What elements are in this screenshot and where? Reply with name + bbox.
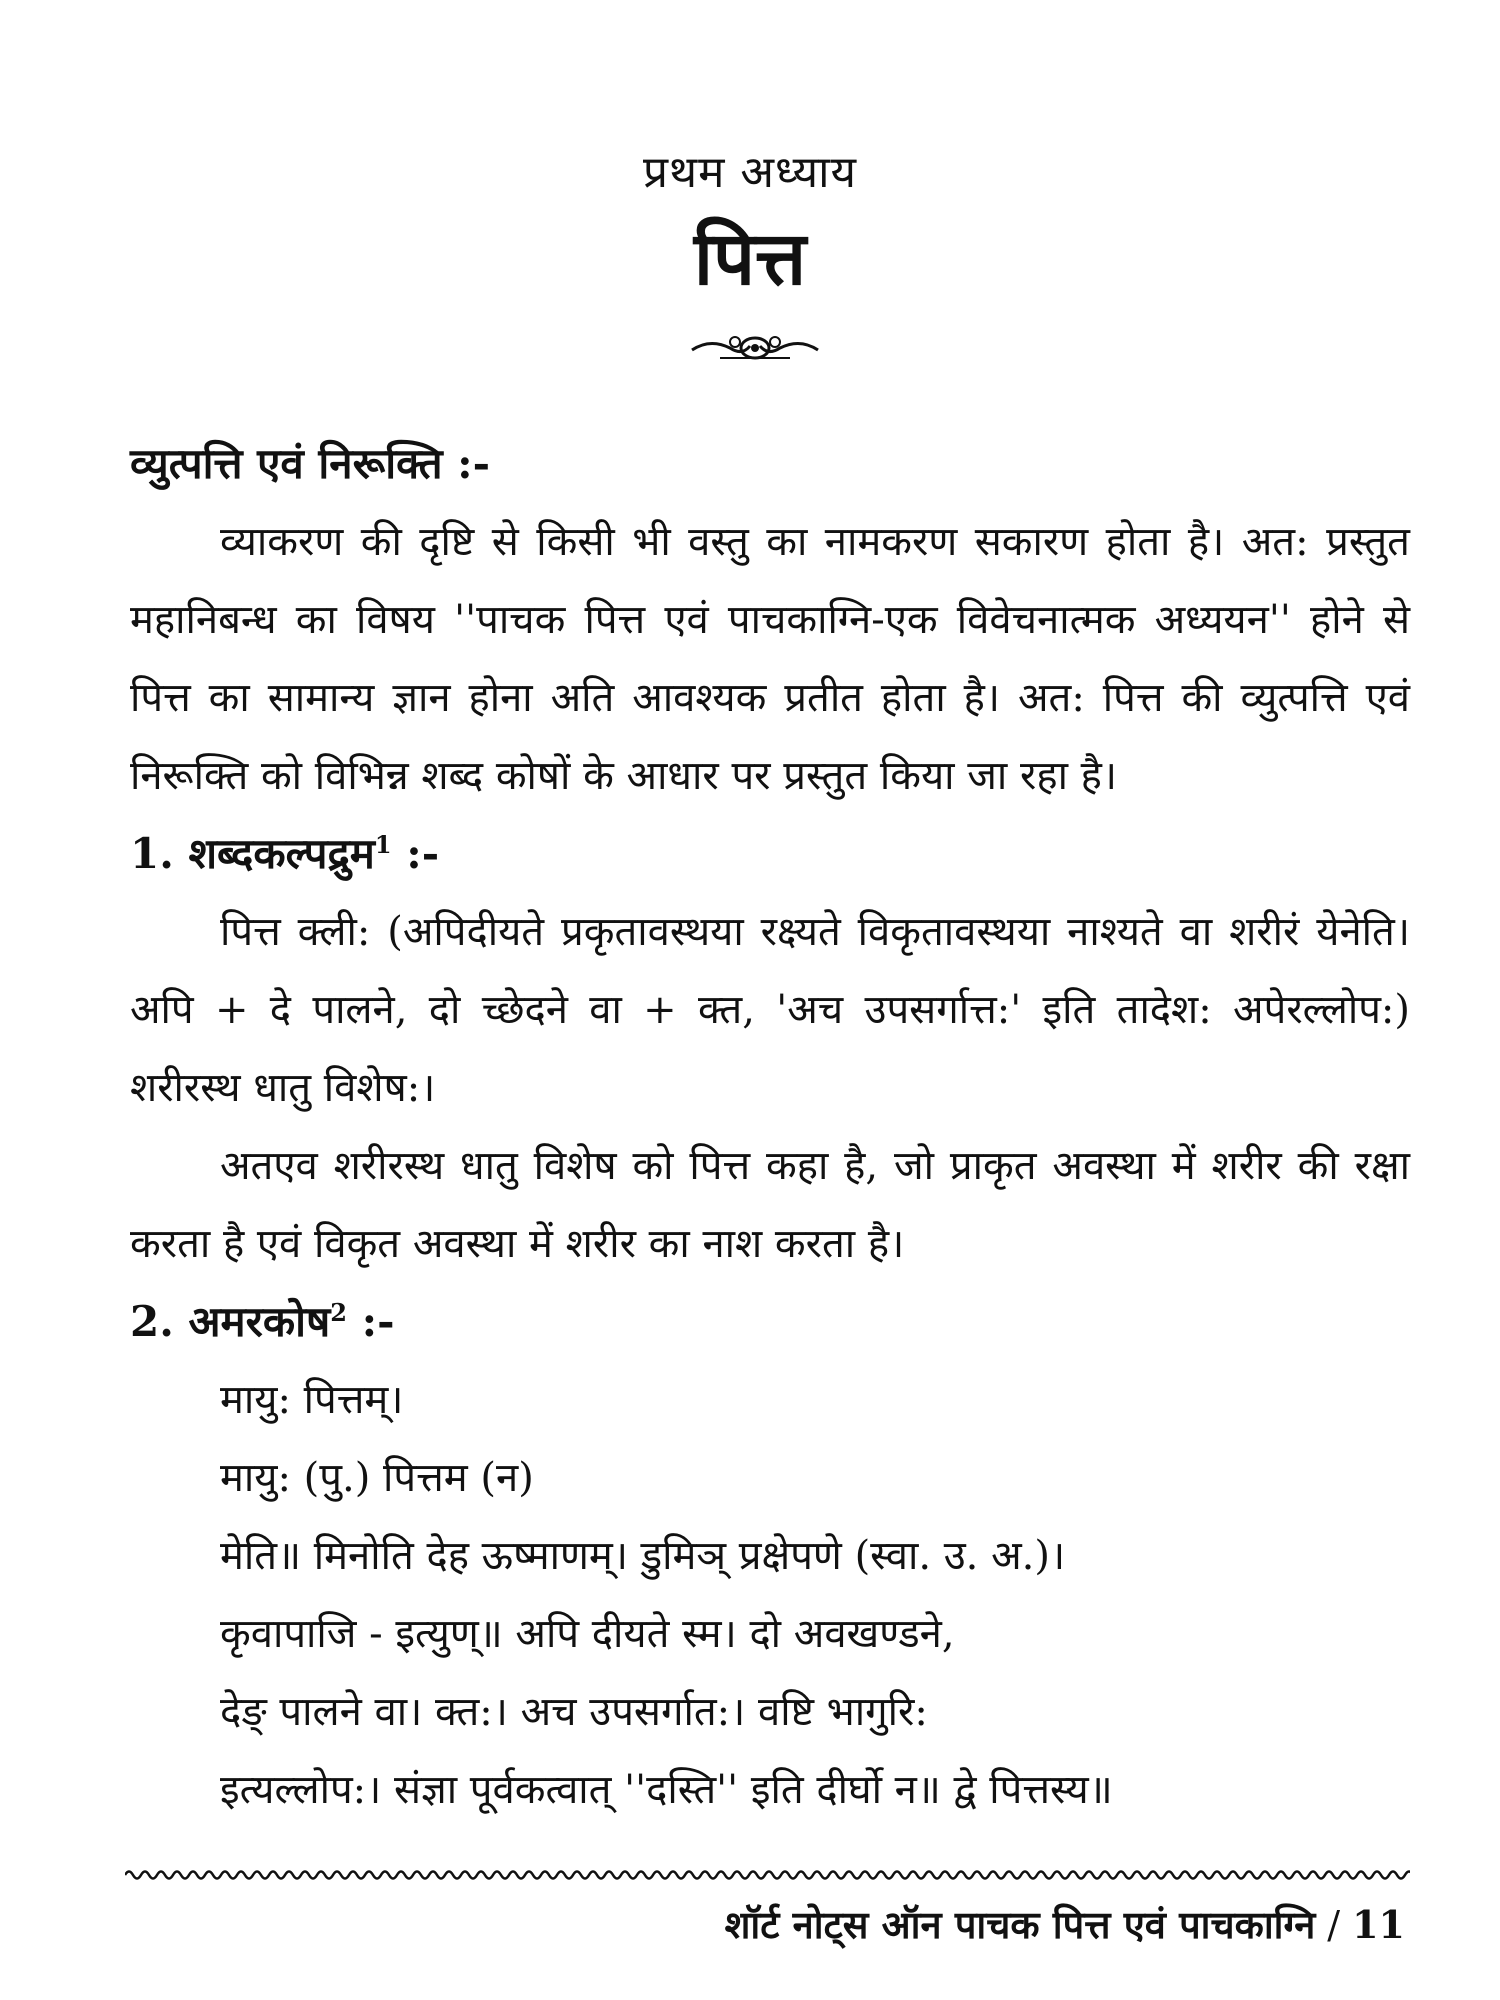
amarkosh-line: मेति॥ मिनोति देह ऊष्माणम्। डुमिञ् प्रक्षेपणे (स्वा. उ. अ.)। [220, 1533, 1066, 1579]
chapter-title: पित्त [693, 216, 807, 302]
footnote-ref-1: 1 [374, 830, 392, 859]
page-number: 11 [1352, 1902, 1405, 1947]
footer-book-title: शॉर्ट नोट्स ऑन पाचक पित्त एवं पाचकाग्नि [724, 1902, 1316, 1947]
amarkosh-heading [130, 1283, 1410, 1361]
footnote-ref-2: 2 [330, 1298, 347, 1327]
intro-paragraph: व्याकरण की दृष्टि से किसी भी वस्तु का नामकरण सकारण होता है। अत: प्रस्तुत महानिबन्ध का विषय ''पाचक पित्त एवं पाचकाग्नि-एक विवेचनात्मक अध्ययन'' होने से पित्त का सामान्य ज्ञान होना अति आवश्यक प्रतीत होता है। अत: पित्त की व्युत्पत्ति एवं निरूक्ति को विभिन्न शब्द कोषों के आधार पर प्रस्तुत किया जा रहा है। [130, 519, 1410, 799]
amarkosh-line: मायु: पित्तम्। [220, 1377, 404, 1423]
body-text [130, 425, 1410, 1829]
heading-suffix: :- [391, 829, 440, 878]
wavy-divider-line [125, 1865, 1410, 1885]
shabdakalpadrum-heading [130, 815, 1410, 893]
shabdakalpadrum-title: 1. शब्दकल्पद्रुम [130, 829, 375, 878]
page-footer [725, 1898, 1405, 1950]
amarkosh-line: देङ् पालने वा। क्त:। अच उपसर्गात:। वष्टि भागुरि: [220, 1689, 928, 1735]
ornament-divider-icon [690, 328, 820, 368]
shabdakalpadrum-explanation: अतएव शरीरस्थ धातु विशेष को पित्त कहा है, जो प्राकृत अवस्था में शरीर की रक्षा करता है एवं विकृत अवस्था में शरीर का नाश करता है। [130, 1143, 1410, 1267]
amarkosh-line: कृवापाजि - इत्युण्॥ अपि दीयते स्म। दो अवखण्डने, [220, 1611, 955, 1657]
amarkosh-line: मायु: (पु.) पित्तम (न) [220, 1455, 534, 1501]
shabdakalpadrum-quote: पित्त क्ली: (अपिदीयते प्रकृतावस्थया रक्ष्यते विकृतावस्थया नाश्यते वा शरीरं येनेति। अपि + दे पालने, दो च्छेदने वा + क्त, 'अच उपसर्गात्त:' इति तादेश: अपेरल्लोप:) शरीरस्थ धातु विशेष:। [130, 909, 1410, 1111]
heading-suffix: :- [346, 1297, 395, 1346]
etymology-heading: व्युत्पत्ति एवं निरूक्ति :- [130, 439, 491, 488]
footer-separator: / [1327, 1903, 1341, 1947]
amarkosh-line: इत्यल्लोप:। संज्ञा पूर्वकत्वात् ''दस्ति'' इति दीर्घो न॥ द्वे पित्तस्य॥ [220, 1767, 1113, 1813]
chapter-label: प्रथम अध्याय [642, 147, 858, 198]
amarkosh-title: 2. अमरकोष [130, 1297, 331, 1346]
